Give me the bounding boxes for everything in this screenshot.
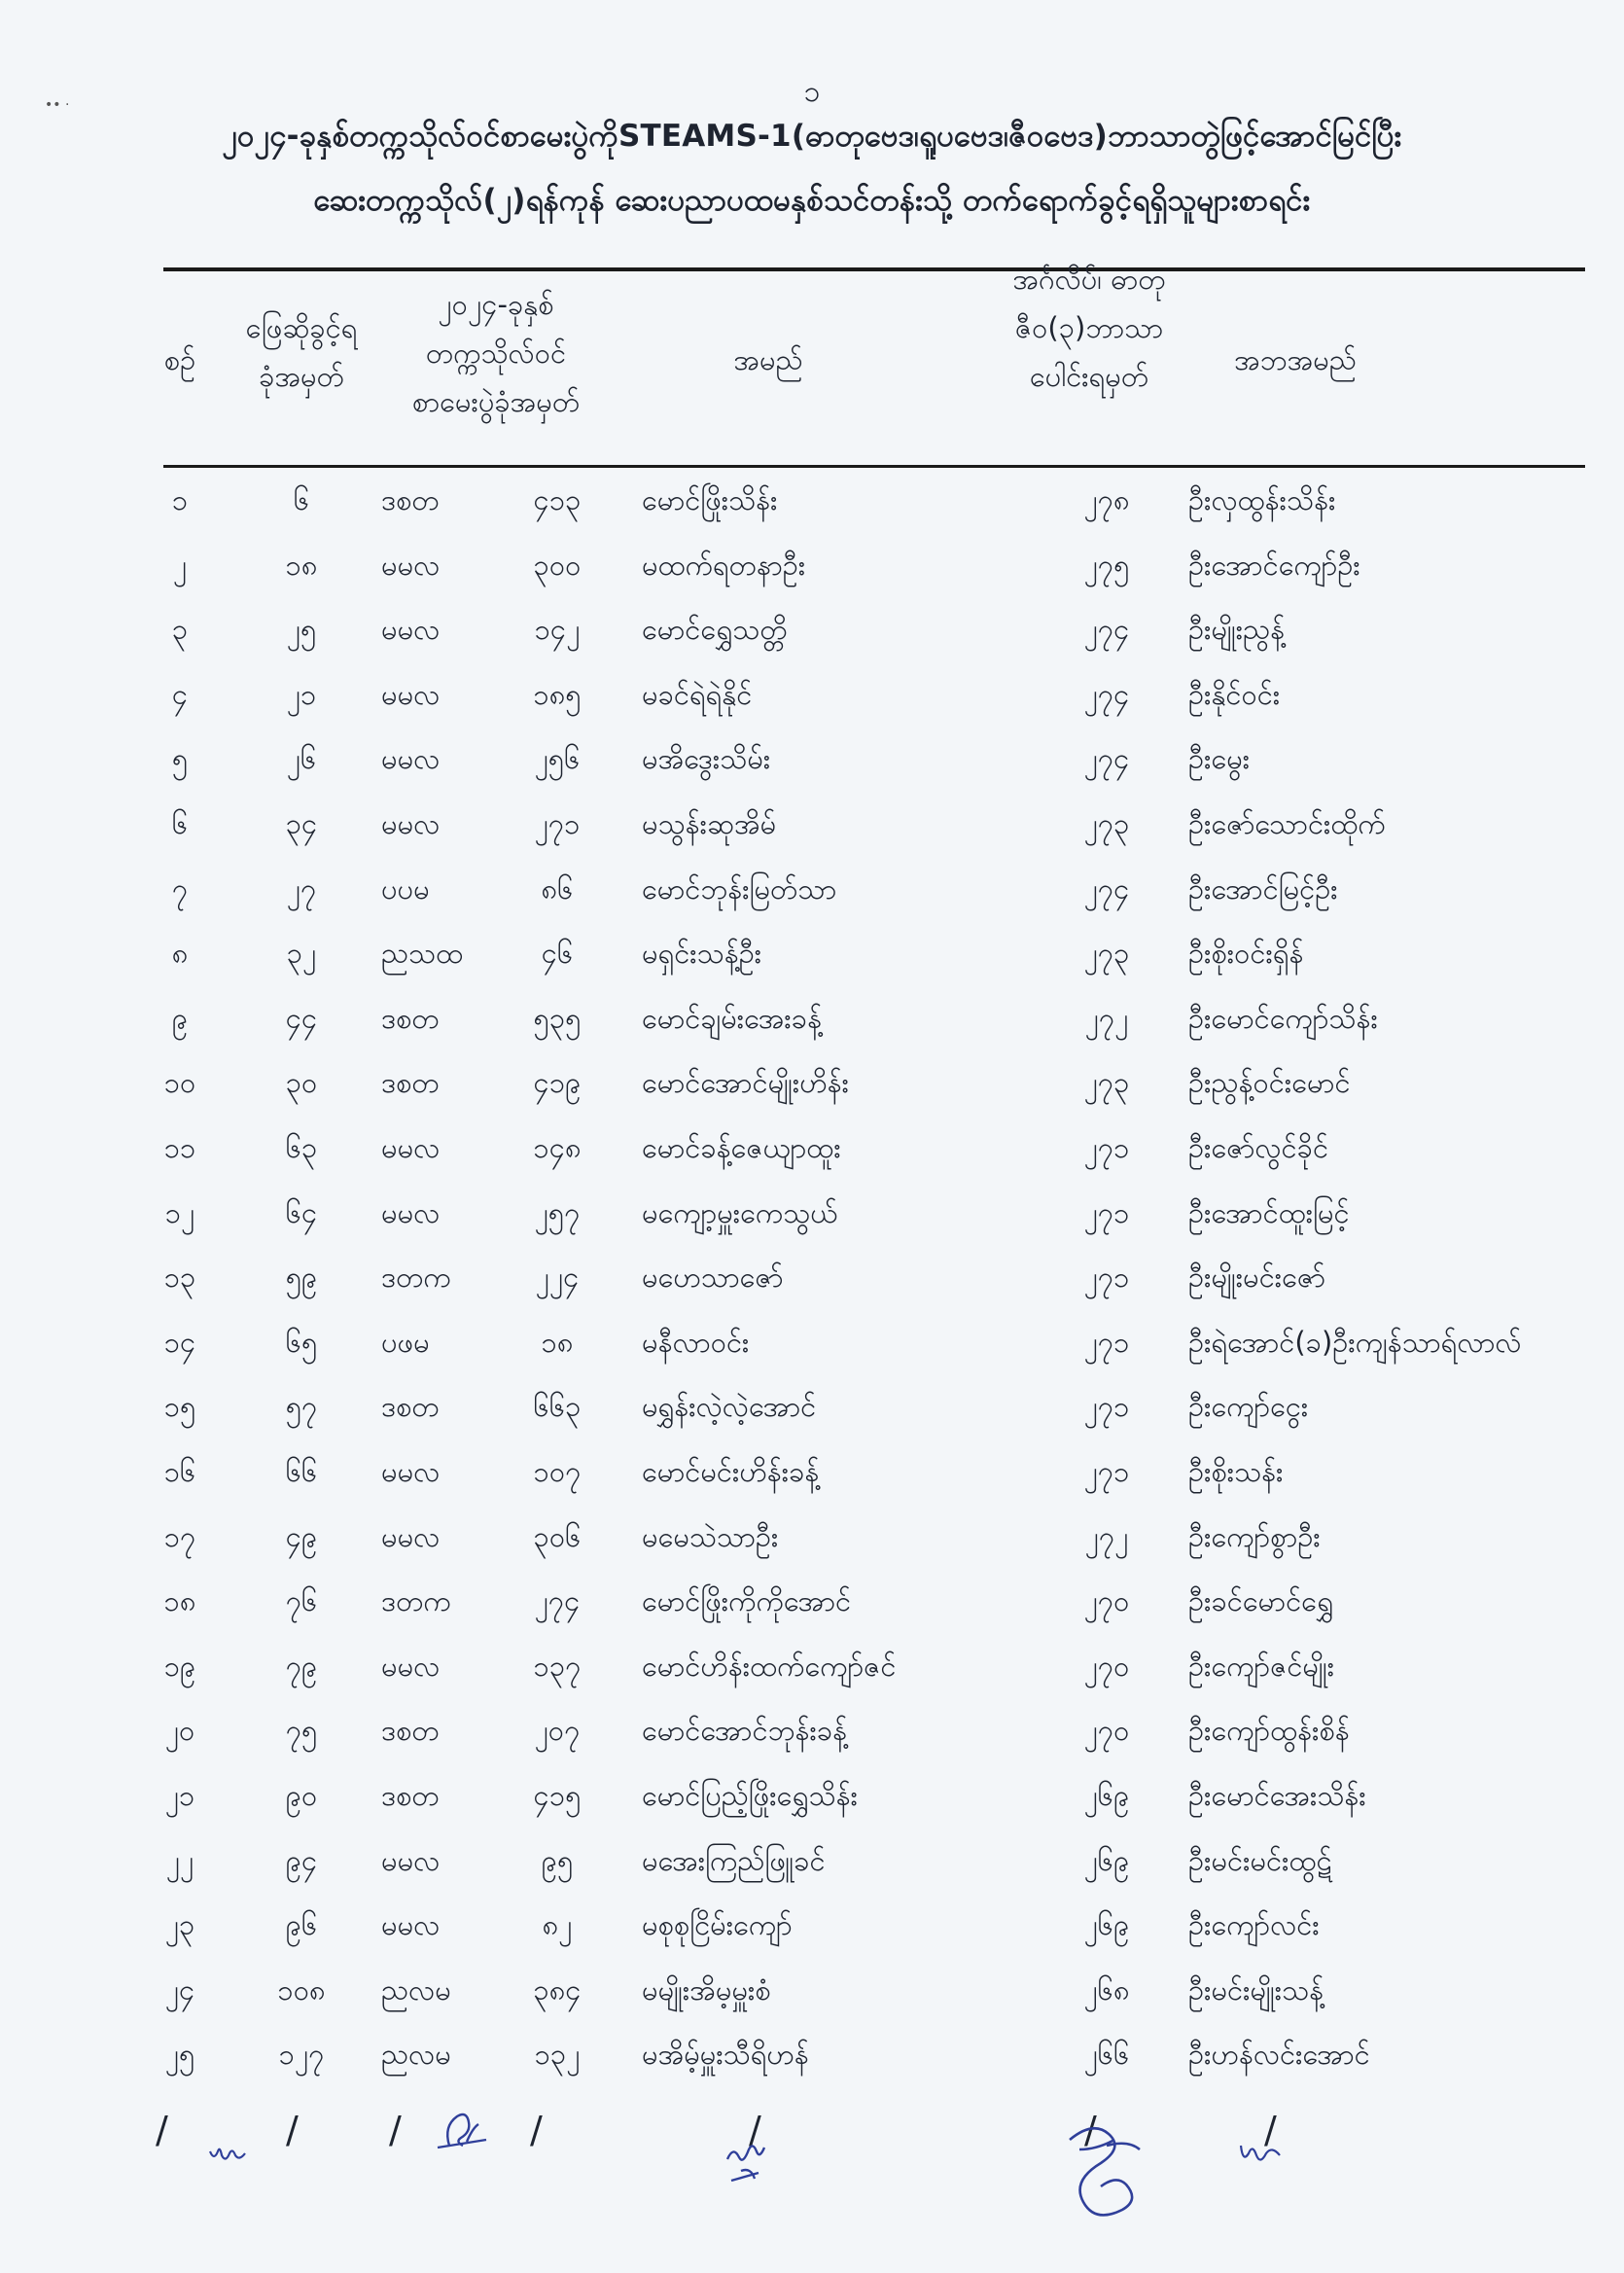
father-name: ဦးမွေး [1188, 742, 1251, 776]
roll-number: ၆ [293, 483, 310, 516]
student-name: မအေးကြည်ဖြူခင် [642, 1843, 826, 1877]
exam-center-code: ဒစတ [381, 1066, 440, 1100]
roll-number: ၆၆ [285, 1455, 318, 1488]
slash-mark: / [749, 2109, 761, 2151]
header-name: အမည် [733, 343, 803, 376]
row-number: ၂၅ [164, 2038, 195, 2072]
table-header-rule [163, 465, 1585, 468]
exam-seat-number: ၁၀၇ [533, 1455, 582, 1488]
total-score: ၂၆၆ [1083, 2038, 1130, 2072]
student-name: မစုစုငြိမ်းကျော် [642, 1908, 793, 1942]
header-score-line1: အင်္ဂလိပ်၊ ဓာတု [1012, 263, 1166, 296]
table-row [0, 1835, 1624, 1900]
student-name: မမျိုးအိမ့မှူးစံ [642, 1972, 771, 2007]
total-score: ၂၇၃ [1083, 807, 1130, 840]
roll-number: ၁၂၇ [278, 2038, 325, 2072]
exam-seat-number: ၄၁၅ [533, 1779, 582, 1812]
student-name: မောင်မင်းဟိန်းခန့် [642, 1455, 820, 1488]
exam-center-code: မမလ [381, 1195, 441, 1229]
roll-number: ၉၀ [285, 1779, 318, 1812]
title-line-1: ၂၀၂၄-ခုနှစ်တက္ကသိုလ်ဝင်စာမေးပွဲကိုSTEAMS-1(ဓာတုဗေဒ၊ရူပဗေဒ၊ဇီဝဗေဒ)ဘာသာတွဲဖြင့်အောင်မြင်ပြီး [222, 119, 1402, 154]
row-number: ၇ [171, 871, 189, 906]
exam-seat-number: ၆၆၃ [533, 1390, 582, 1424]
father-name: ဦးရဲအောင်(ခ)ဦးကျန်သာရ်လာလ် [1188, 1325, 1522, 1359]
roll-number: ၉၆ [285, 1908, 318, 1942]
roll-number: ၄၄ [285, 1001, 318, 1035]
father-name: ဦးမောင်အေးသိန်း [1188, 1779, 1366, 1812]
table-row [0, 475, 1624, 539]
table-row [0, 1900, 1624, 1964]
signature-main [1050, 2111, 1157, 2227]
table-row [0, 1511, 1624, 1576]
title-line-2: ဆေးတက္ကသိုလ်(၂)ရန်ကုန် ဆေးပညာပထမနှစ်သင်တန်းသို့ တက်ရောက်ခွင့်ရရှိသူများစာရင်း [313, 183, 1311, 218]
header-roll-line2: ခုံအမှတ် [259, 360, 344, 393]
exam-center-code: မမလ [381, 1843, 441, 1877]
table-row [0, 1446, 1624, 1510]
father-name: ဦးဇော်လွင်ခိုင် [1188, 1131, 1329, 1164]
student-name: မအိမ့်မှူးသီရိဟန် [642, 2038, 809, 2072]
student-name: မရွှန်းလဲ့လဲ့အောင် [642, 1390, 817, 1424]
table-row [0, 1122, 1624, 1187]
exam-seat-number: ၁၃၇ [533, 1649, 582, 1683]
exam-seat-number: ၁၄၈ [533, 1131, 582, 1164]
student-name: မနီလာဝင်း [642, 1325, 750, 1359]
roll-number: ၂၇ [286, 871, 317, 906]
header-exam-line2: တက္ကသိုလ်ဝင် [425, 337, 567, 370]
header-exam-line1: ၂၀၂၄-ခုနှစ် [438, 288, 554, 321]
exam-seat-number: ၉၅ [541, 1843, 574, 1877]
father-name: ဦးအောင်ကျော်ဦး [1188, 548, 1360, 582]
exam-center-code: ဒစတ [381, 1001, 440, 1035]
roll-number: ၆၃ [285, 1131, 318, 1164]
roll-number: ၉၄ [285, 1843, 318, 1877]
row-number: ၁၆ [163, 1455, 196, 1488]
table-row [0, 1188, 1624, 1252]
student-name: မအိဒွေးသိမ်း [642, 742, 771, 776]
father-name: ဦးကျော်စွာဦး [1188, 1519, 1321, 1553]
page-number: ၁ [803, 75, 821, 109]
exam-seat-number: ၃၈၄ [533, 1972, 582, 2007]
student-name: မောင်ဖြိုးကိုကိုအောင် [642, 1584, 852, 1618]
row-number: ၂၂ [165, 1843, 194, 1877]
slash-mark: / [389, 2109, 402, 2151]
row-number: ၄ [171, 677, 189, 711]
exam-seat-number: ၃၀၆ [533, 1519, 582, 1553]
header-score-line3: ပေါင်းရမှတ် [1029, 360, 1149, 393]
row-number: ၁၈ [163, 1584, 196, 1618]
scan-speck: •• · [45, 97, 70, 113]
row-number: ၁၉ [163, 1649, 196, 1683]
exam-seat-number: ၂၀၇ [534, 1714, 581, 1748]
exam-center-code: မမလ [381, 1519, 441, 1553]
exam-center-code: ညသထ [381, 937, 464, 971]
table-row [0, 540, 1624, 604]
exam-seat-number: ၈၂ [542, 1908, 573, 1942]
row-number: ၂၁ [164, 1779, 195, 1812]
exam-center-code: ညလမ [381, 2038, 451, 2072]
exam-center-code: ပပမ [381, 871, 430, 906]
total-score: ၂၆၉ [1083, 1843, 1130, 1877]
student-name: မောင်အောင်မျိုးဟိန်း [642, 1066, 849, 1100]
table-row [0, 1705, 1624, 1769]
total-score: ၂၇၁ [1083, 1455, 1130, 1488]
total-score: ၂၇၂ [1084, 1001, 1129, 1035]
slash-mark: / [530, 2109, 543, 2151]
exam-seat-number: ၂၅၆ [534, 742, 581, 776]
roll-number: ၅၇ [285, 1390, 318, 1424]
table-row [0, 799, 1624, 863]
table-row [0, 604, 1624, 668]
exam-center-code: ဒတက [381, 1261, 451, 1295]
father-name: ဦးကျော်ဇင်မျိုး [1188, 1649, 1335, 1683]
father-name: ဦးမောင်ကျော်သိန်း [1188, 1001, 1378, 1035]
exam-center-code: မမလ [381, 677, 441, 711]
exam-seat-number: ၄၁၉ [533, 1066, 582, 1100]
father-name: ဦးမင်းမျိုးသန့် [1188, 1972, 1324, 2007]
student-name: မောင်ချမ်းအေးခန့် [642, 1001, 823, 1035]
roll-number: ၆၄ [285, 1195, 318, 1229]
student-name: မောင်ဖြိုးသိန်း [642, 483, 778, 516]
signature-initial-3 [720, 2120, 788, 2198]
father-name: ဦးအောင်မြင့်ဦး [1188, 871, 1338, 906]
roll-number: ၂၁ [286, 677, 317, 711]
table-row [0, 1381, 1624, 1445]
student-name: မခင်ရဲရဲနိုင် [642, 677, 753, 711]
header-no: စဉ် [163, 343, 196, 376]
exam-seat-number: ၂၅၇ [534, 1195, 581, 1229]
total-score: ၂၇၁ [1083, 1195, 1130, 1229]
student-name: မသွန်းဆုအိမ် [642, 807, 777, 840]
roll-number: ၃၄ [285, 807, 318, 840]
roll-number: ၄၉ [285, 1519, 318, 1553]
roll-number: ၇၆ [285, 1584, 318, 1618]
exam-seat-number: ၁၄၂ [534, 613, 581, 647]
exam-center-code: ညလမ [381, 1972, 451, 2007]
total-score: ၂၇၄ [1083, 613, 1130, 647]
student-name: မရှင်းသန့်ဦး [642, 937, 762, 971]
slash-mark: / [156, 2109, 168, 2151]
student-name: မောင်ရွှေသတ္တိ [642, 613, 788, 647]
roll-number: ၃၂ [286, 937, 317, 971]
exam-center-code: မမလ [381, 1649, 441, 1683]
father-name: ဦးမင်းမင်းထွဋ် [1188, 1843, 1332, 1877]
signature-initial-2 [428, 2101, 496, 2159]
table-row [0, 864, 1624, 928]
roll-number: ၁၀၈ [277, 1972, 326, 2007]
total-score: ၂၆၉ [1083, 1908, 1130, 1942]
total-score: ၂၇၀ [1083, 1714, 1130, 1748]
father-name: ဦးမျိုးညွန့် [1188, 613, 1286, 647]
exam-center-code: ဒစတ [381, 483, 440, 516]
row-number: ၂၃ [164, 1908, 195, 1942]
roll-number: ၅၉ [285, 1261, 318, 1295]
total-score: ၂၇၁ [1083, 1325, 1130, 1359]
row-number: ၂ [172, 548, 188, 582]
father-name: ဦးလှထွန်းသိန်း [1188, 483, 1336, 516]
header-exam-line3: စာမေးပွဲခုံအမှတ် [411, 385, 581, 418]
total-score: ၂၆၈ [1083, 1972, 1130, 2007]
father-name: ဦးဟန်လင်းအောင် [1188, 2038, 1370, 2072]
header-roll [219, 303, 384, 401]
exam-seat-number: ၈၆ [541, 871, 574, 906]
roll-number: ၃၀ [285, 1066, 318, 1100]
slash-mark: / [286, 2109, 299, 2151]
header-exam [370, 280, 622, 426]
row-number: ၃ [171, 613, 189, 647]
table-row [0, 1770, 1624, 1834]
father-name: ဦးစိုးဝင်းရှိန် [1188, 937, 1304, 971]
header-father: အဘအမည် [1234, 343, 1357, 376]
exam-seat-number: ၂၇၁ [534, 807, 581, 840]
signature-initial-1 [204, 2130, 263, 2169]
row-number: ၂၀ [164, 1714, 195, 1748]
table-top-rule [163, 267, 1585, 271]
father-name: ဦးညွန့်ဝင်းမောင် [1188, 1066, 1351, 1100]
roll-number: ၇၅ [285, 1714, 318, 1748]
header-score-line2: ဇီဝ(၃)ဘာသာ [1014, 311, 1164, 344]
father-name: ဦးဇော်သောင်းထိုက် [1188, 807, 1386, 840]
row-number: ၅ [171, 742, 189, 776]
exam-center-code: ဒစတ [381, 1779, 440, 1812]
table-row [0, 1252, 1624, 1316]
table-row [0, 1057, 1624, 1121]
table-row [0, 669, 1624, 733]
student-name: မထက်ရတနာဦး [642, 548, 806, 582]
father-name: ဦးအောင်ထူးမြင့် [1188, 1195, 1350, 1229]
table-row [0, 2029, 1624, 2093]
father-name: ဦးကျော်ငွေး [1188, 1390, 1309, 1424]
father-name: ဦးစိုးသန်း [1188, 1455, 1284, 1488]
table-row [0, 993, 1624, 1057]
total-score: ၂၇၅ [1083, 548, 1130, 582]
student-name: မောင်ဘုန်းမြတ်သာ [642, 871, 837, 906]
row-number: ၆ [171, 807, 189, 840]
exam-seat-number: ၃၀၀ [533, 548, 582, 582]
row-number: ၁ [171, 483, 189, 516]
total-score: ၂၇၃ [1083, 1066, 1130, 1100]
header-score [963, 255, 1216, 401]
row-number: ၁၅ [163, 1390, 196, 1424]
exam-seat-number: ၅၃၅ [533, 1001, 582, 1035]
slash-mark: / [1264, 2109, 1277, 2151]
row-number: ၈ [171, 937, 189, 971]
exam-center-code: မမလ [381, 613, 441, 647]
exam-seat-number: ၁၈၅ [533, 677, 582, 711]
student-name: မောင်အောင်ဘုန်းခန့် [642, 1714, 848, 1748]
exam-center-code: ပဖမ [381, 1325, 430, 1359]
row-number: ၁၇ [163, 1519, 196, 1553]
exam-center-code: ဒစတ [381, 1714, 440, 1748]
total-score: ၂၇၄ [1083, 677, 1130, 711]
student-name: မောင်ပြည့်ဖြိုးရွှေသိန်း [642, 1779, 858, 1812]
total-score: ၂၇၀ [1083, 1649, 1130, 1683]
exam-center-code: မမလ [381, 1908, 441, 1942]
student-name: မောင်ဟိန်းထက်ကျော်ဇင် [642, 1649, 897, 1683]
roll-number: ၂၅ [286, 613, 317, 647]
student-name: မကျော့မှူးကေသွယ် [642, 1195, 838, 1229]
row-number: ၁၃ [163, 1261, 196, 1295]
total-score: ၂၇၀ [1083, 1584, 1130, 1618]
exam-seat-number: ၄၁၃ [533, 483, 582, 516]
roll-number: ၇၉ [285, 1649, 318, 1683]
exam-center-code: မမလ [381, 1455, 441, 1488]
row-number: ၁၀ [163, 1066, 196, 1100]
exam-seat-number: ၄၆ [541, 937, 574, 971]
exam-seat-number: ၂၂၄ [535, 1261, 580, 1295]
student-name: မဟေသာဇော် [642, 1261, 784, 1295]
row-number: ၁၁ [163, 1131, 196, 1164]
student-name: မောင်ခန့်ဇေယျာထူး [642, 1131, 841, 1164]
table-row [0, 1965, 1624, 2029]
father-name: ဦးနိုင်ဝင်း [1188, 677, 1281, 711]
row-number: ၁၂ [164, 1195, 195, 1229]
total-score: ၂၇၁ [1083, 1390, 1130, 1424]
table-row [0, 928, 1624, 992]
roll-number: ၁၈ [285, 548, 318, 582]
father-name: ဦးကျော်ထွန်းစိန် [1188, 1714, 1350, 1748]
table-row [0, 1317, 1624, 1381]
table-row [0, 733, 1624, 798]
exam-seat-number: ၂၇၄ [534, 1584, 581, 1618]
exam-seat-number: ၁၈ [541, 1325, 574, 1359]
father-name: ဦးကျော်လင်း [1188, 1908, 1320, 1942]
father-name: ဦးမျိုးမင်းဇော် [1188, 1261, 1326, 1295]
roll-number: ၂၆ [286, 742, 317, 776]
total-score: ၂၇၄ [1083, 742, 1130, 776]
header-roll-line1: ဖြေဆိုခွင့်ရ [245, 311, 358, 344]
row-number: ၁၄ [163, 1325, 196, 1359]
total-score: ၂၇၁ [1083, 1261, 1130, 1295]
exam-center-code: ဒတက [381, 1584, 451, 1618]
exam-center-code: ဒစတ [381, 1390, 440, 1424]
total-score: ၂၇၁ [1083, 1131, 1130, 1164]
slash-mark: / [1084, 2109, 1097, 2151]
father-name: ဦးခင်မောင်ရွှေ [1188, 1584, 1334, 1618]
exam-center-code: မမလ [381, 548, 441, 582]
table-row [0, 1576, 1624, 1640]
roll-number: ၆၅ [285, 1325, 318, 1359]
exam-center-code: မမလ [381, 742, 441, 776]
student-name: မမေသဲသာဦး [642, 1519, 779, 1553]
total-score: ၂၇၂ [1084, 1519, 1129, 1553]
row-number: ၉ [171, 1001, 189, 1035]
total-score: ၂၆၉ [1083, 1779, 1130, 1812]
table-row [0, 1641, 1624, 1705]
total-score: ၂၇၃ [1083, 937, 1130, 971]
exam-center-code: မမလ [381, 1131, 441, 1164]
row-number: ၂၄ [164, 1972, 195, 2007]
signature-initial-4 [1235, 2136, 1293, 2175]
exam-seat-number: ၁၃၂ [534, 2038, 581, 2072]
total-score: ၂၇၄ [1083, 871, 1130, 906]
total-score: ၂၇၈ [1083, 483, 1130, 516]
exam-center-code: မမလ [381, 807, 441, 840]
